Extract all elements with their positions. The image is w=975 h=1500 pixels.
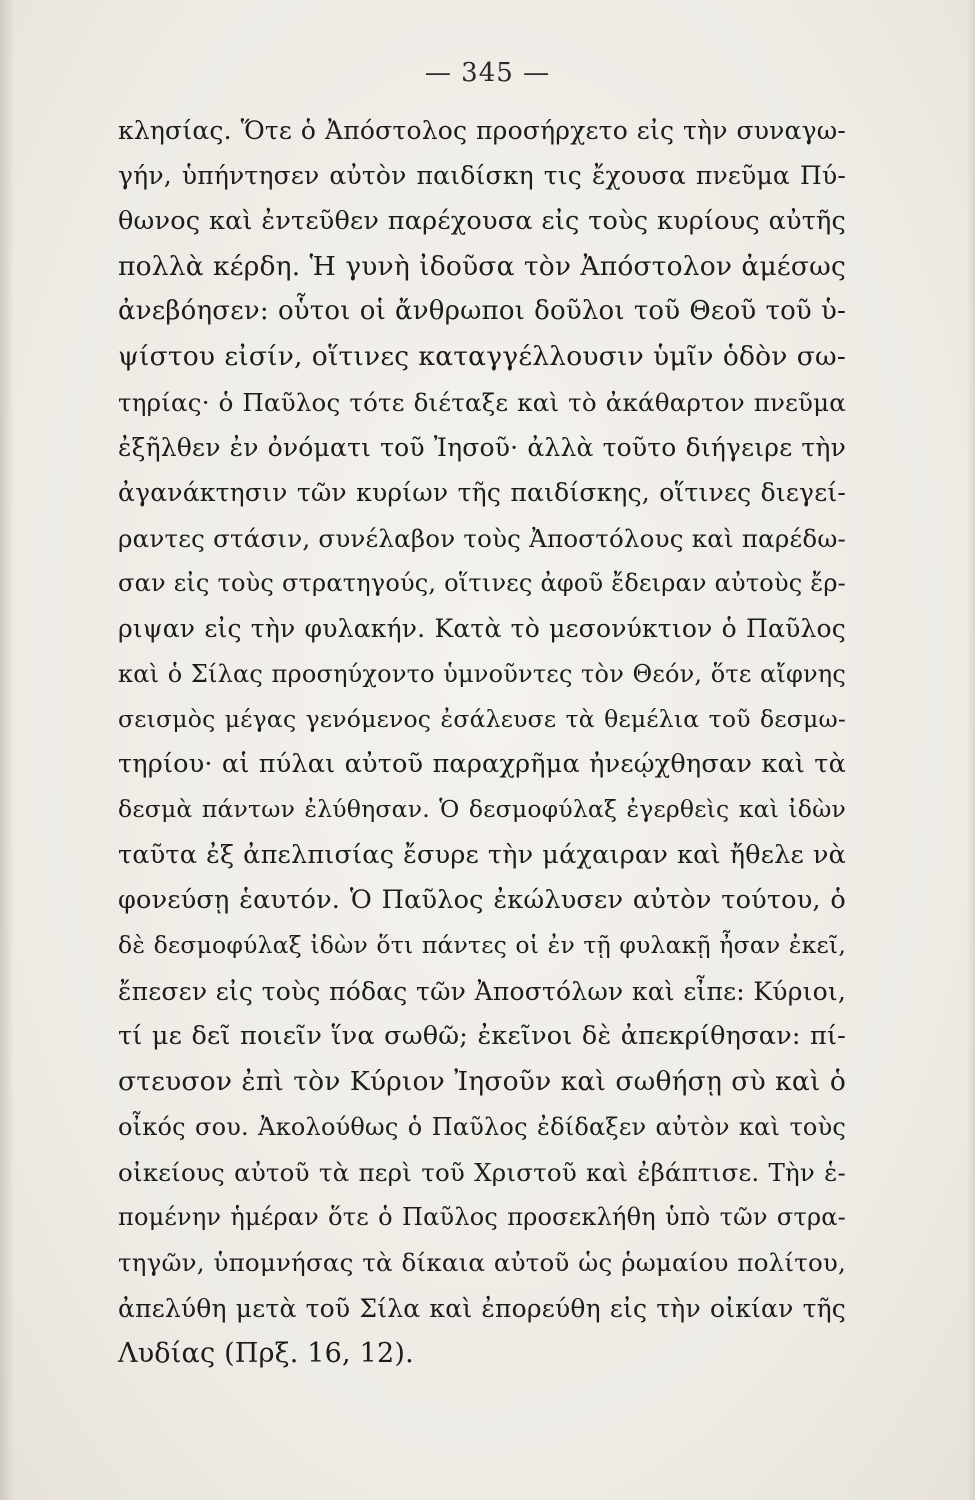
text-line: ταῦτα ἐξ ἀπελπισίας ἔσυρε τὴν μάχαιραν καὶ ἤθελε νὰ [118, 839, 846, 870]
page-number: — 345 — [424, 58, 551, 88]
text-line: ψίστου εἰσίν, οἵτινες καταγγέλλουσιν ὑμῖν ὁδὸν σω- [118, 341, 846, 373]
text-line: τί με δεῖ ποιεῖν ἵνα σωθῶ; ἐκεῖνοι δὲ ἀπεκρίθησαν: πί- [118, 1020, 846, 1051]
text-line: στευσον ἐπὶ τὸν Κύριον Ἰησοῦν καὶ σωθήσῃ σὺ καὶ ὁ [118, 1066, 846, 1098]
text-line: πολλὰ κέρδη. Ἡ γυνὴ ἰδοῦσα τὸν Ἀπόστολον ἀμέσως [118, 250, 846, 282]
text-line: ραντες στάσιν, συνέλαβον τοὺς Ἀποστόλους καὶ παρέδω- [118, 523, 846, 553]
text-line: ἀνεβόησεν: οὗτοι οἱ ἄνθρωποι δοῦλοι τοῦ Θεοῦ τοῦ ὑ- [118, 296, 846, 327]
text-line: καὶ ὁ Σίλας προσηύχοντο ὑμνοῦντες τὸν Θεόν, ὅτε αἴφνης [118, 659, 846, 688]
text-line: πομένην ἡμέραν ὅτε ὁ Παῦλος προσεκλήθη ὑπὸ τῶν στρα- [118, 1203, 846, 1232]
text-line: κλησίας. Ὅτε ὁ Ἀπόστολος προσήρχετο εἰς τὴν συναγω- [118, 116, 846, 145]
text-line: ἀγανάκτησιν τῶν κυρίων τῆς παιδίσκης, οἵτινες διεγεί- [118, 478, 846, 508]
page-shadow-left [0, 0, 14, 1500]
text-line: ριψαν εἰς τὴν φυλακήν. Κατὰ τὸ μεσονύκτιον ὁ Παῦλος [118, 614, 846, 644]
text-line: θωνος καὶ ἐντεῦθεν παρέχουσα εἰς τοὺς κυρίους αὐτῆς [118, 205, 846, 236]
text-line: Λυδίας (Πρξ. 16, 12). [118, 1338, 414, 1370]
body-text [118, 108, 846, 1376]
text-line: γήν, ὑπήντησεν αὐτὸν παιδίσκη τις ἔχουσα πνεῦμα Πύ- [118, 161, 846, 191]
text-line: δὲ δεσμοφύλαξ ἰδὼν ὅτι πάντες οἱ ἐν τῇ φυλακῇ ἦσαν ἐκεῖ, [118, 931, 846, 960]
page-shadow-right [967, 0, 975, 1500]
text-line: ἀπελύθη μετὰ τοῦ Σίλα καὶ ἐπορεύθη εἰς τὴν οἰκίαν τῆς [118, 1293, 846, 1323]
text-line: τηρίου· αἱ πύλαι αὐτοῦ παραχρῆμα ἠνεῴχθησαν καὶ τὰ [118, 749, 846, 780]
text-line: ἔπεσεν εἰς τοὺς πόδας τῶν Ἀποστόλων καὶ εἶπε: Κύριοι, [118, 976, 846, 1006]
text-line: φονεύσῃ ἑαυτόν. Ὁ Παῦλος ἐκώλυσεν αὐτὸν τούτου, ὁ [118, 885, 846, 916]
text-line: σεισμὸς μέγας γενόμενος ἐσάλευσε τὰ θεμέλια τοῦ δεσμω- [118, 704, 846, 733]
text-line: τηρίας· ὁ Παῦλος τότε διέταξε καὶ τὸ ἀκάθαρτον πνεῦμα [118, 387, 846, 417]
text-line: οἶκός σου. Ἀκολούθως ὁ Παῦλος ἐδίδαξεν αὐτὸν καὶ τοὺς [118, 1112, 846, 1141]
text-line: ἐξῆλθεν ἐν ὀνόματι τοῦ Ἰησοῦ· ἀλλὰ τοῦτο διήγειρε τὴν [118, 433, 846, 463]
text-line: δεσμὰ πάντων ἐλύθησαν. Ὁ δεσμοφύλαξ ἐγερθεὶς καὶ ἰδὼν [118, 795, 846, 824]
text-line: οἰκείους αὐτοῦ τὰ περὶ τοῦ Χριστοῦ καὶ ἐβάπτισε. Τὴν ἑ- [118, 1157, 846, 1187]
text-line: τηγῶν, ὑπομνήσας τὰ δίκαια αὐτοῦ ὡς ῥωμαίου πολίτου, [118, 1248, 846, 1278]
text-line: σαν εἰς τοὺς στρατηγούς, οἵτινες ἀφοῦ ἔδειραν αὐτοὺς ἔρ- [118, 568, 846, 597]
